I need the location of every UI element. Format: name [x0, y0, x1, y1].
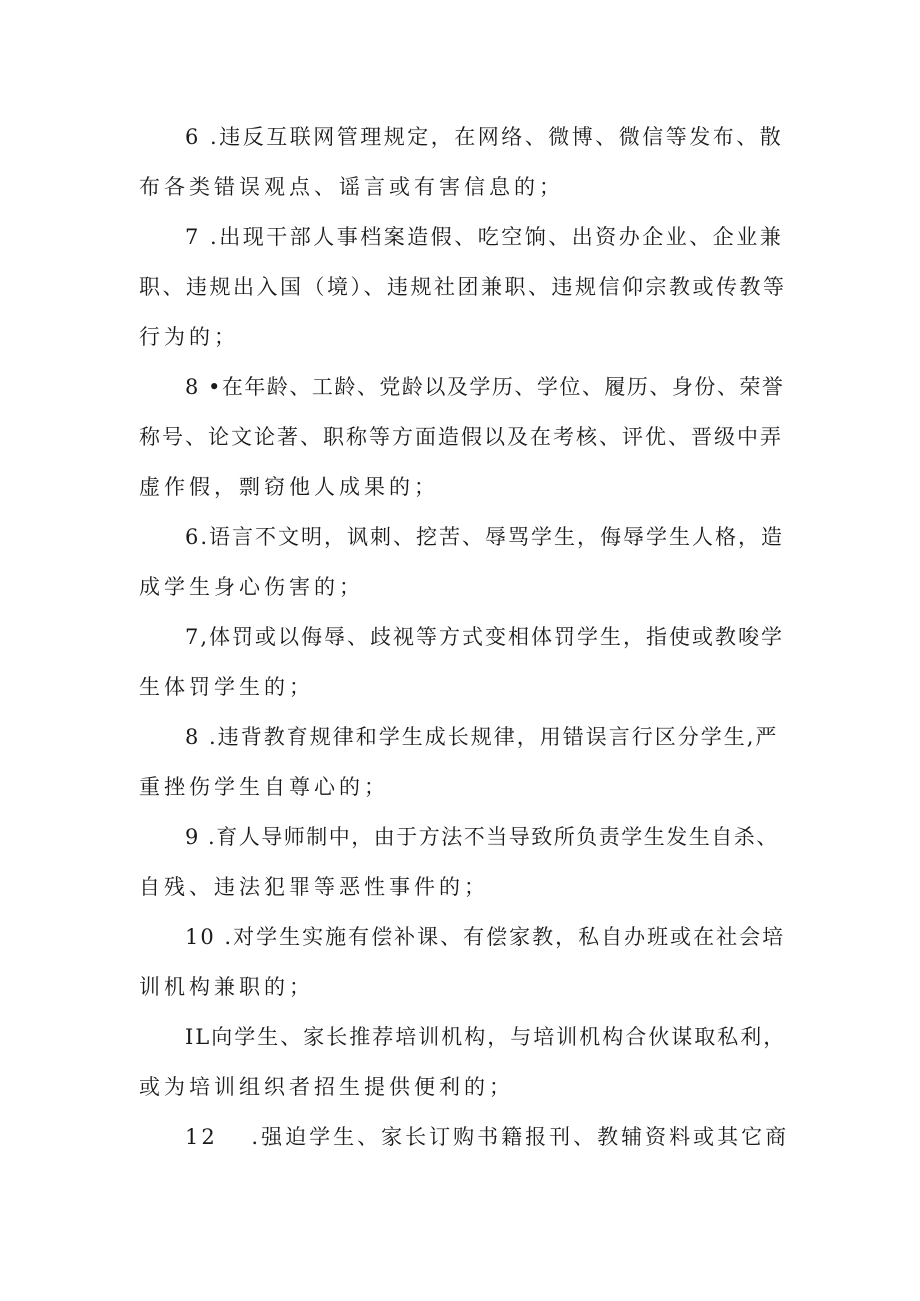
text-line: 6.语言不文明，讽刺、挖苦、辱骂学生，侮辱学生人格，造 [185, 525, 785, 549]
text-line: 或为培训组织者招生提供便利的； [139, 1075, 514, 1099]
text-line: 10 .对学生实施有偿补课、有偿家教，私自办班或在社会培 [185, 925, 786, 949]
text-line: 自残、违法犯罪等恶性事件的； [139, 875, 489, 899]
text-line: 虚作假，剽窃他人成果的； [139, 475, 439, 499]
text-line: 重挫伤学生自尊心的； [139, 775, 389, 799]
text-line: 6 .违反互联网管理规定，在网络、微博、微信等发布、散 [185, 125, 784, 149]
text-line: 7 .出现干部人事档案造假、吃空饷、出资办企业、企业兼 [185, 225, 784, 249]
text-line: 8 •在年龄、工龄、党龄以及学历、学位、履历、身份、荣誉 [185, 375, 785, 399]
text-line: IL向学生、家长推荐培训机构，与培训机构合伙谋取私利， [185, 1025, 787, 1049]
text-line: 7,体罚或以侮辱、歧视等方式变相体罚学生，指使或教唆学 [185, 625, 785, 649]
text-line: 布各类错误观点、谣言或有害信息的； [139, 175, 564, 199]
text-line: 行为的； [139, 325, 239, 349]
text-line: 12 .强迫学生、家长订购书籍报刊、教辅资料或其它商 [185, 1125, 790, 1149]
text-line: 8 .违背教育规律和学生成长规律，用错误言行区分学生,严 [185, 725, 779, 749]
text-line: 职、违规出入国（境）、违规社团兼职、违规信仰宗教或传教等 [139, 275, 787, 299]
text-line: 成学生身心伤害的； [139, 575, 364, 599]
text-line: 称号、论文论著、职称等方面造假以及在考核、评优、晋级中弄 [139, 425, 783, 449]
text-line: 9 .育人导师制中，由于方法不当导致所负责学生发生自杀、 [185, 825, 779, 849]
text-line: 生体罚学生的； [139, 675, 314, 699]
text-line: 训机构兼职的； [139, 975, 314, 999]
